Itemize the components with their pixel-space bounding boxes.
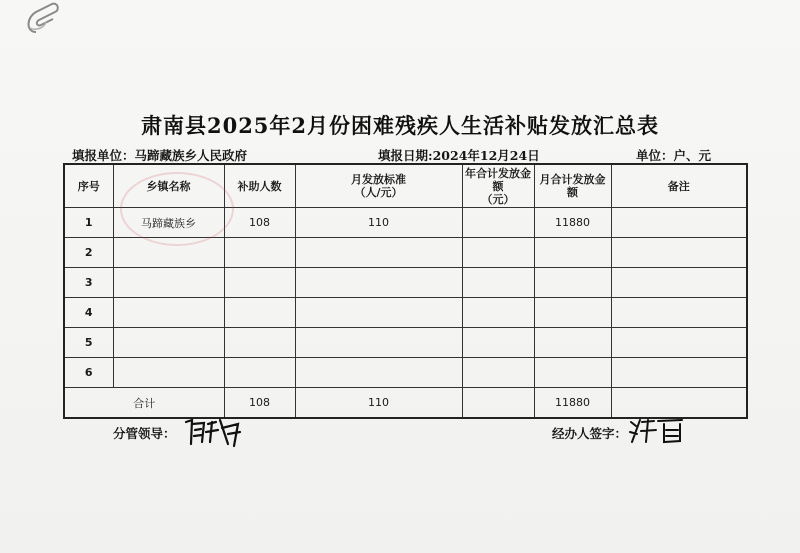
cell-remarks [611, 328, 747, 358]
cell-annual [462, 268, 534, 298]
cell-remarks [611, 268, 747, 298]
cell-monthly [534, 298, 611, 328]
table-row [64, 208, 747, 238]
total-count: 108 [224, 388, 295, 419]
cell-count [224, 268, 295, 298]
handler-label: 经办人签字： [552, 426, 628, 441]
cell-annual [462, 328, 534, 358]
column-header-monthly-total [534, 164, 611, 208]
cell-remarks [611, 298, 747, 328]
cell-count [224, 238, 295, 268]
cell-remarks [611, 238, 747, 268]
cell-monthly [534, 268, 611, 298]
cell-monthly [534, 238, 611, 268]
column-header-remarks: 备注 [611, 164, 747, 208]
reporting-unit: 填报单位：马蹄藏族乡人民政府 [72, 148, 248, 163]
reporting-date: 填报日期:2024年12月24日 [378, 148, 540, 163]
subsidy-summary-table [63, 163, 748, 419]
cell-count [224, 328, 295, 358]
paper-clip-icon [22, 2, 62, 36]
table-row [64, 328, 747, 358]
cell-annual [462, 208, 534, 238]
cell-remarks [611, 208, 747, 238]
column-header-annual-total-line1: 年合计发放金 [465, 166, 531, 180]
cell-annual [462, 298, 534, 328]
column-header-annual-total-line3: （元） [481, 192, 515, 206]
column-header-seq: 序号 [64, 164, 113, 208]
cell-town [113, 298, 224, 328]
total-remarks [611, 388, 747, 419]
cell-monthly [534, 358, 611, 388]
column-header-monthly-standard-line2: （人/元） [354, 186, 403, 199]
column-header-town: 乡镇名称 [113, 164, 224, 208]
measurement-unit: 单位：户、元 [636, 148, 712, 163]
column-header-monthly-standard-line1: 月发放标准 [351, 173, 406, 186]
column-header-annual-total-line2: 额 [492, 179, 504, 193]
total-label: 合计 [64, 388, 224, 419]
table-row [64, 238, 747, 268]
column-header-monthly-total-line1: 月合计发放金 [539, 173, 606, 186]
cell-seq: 5 [64, 328, 113, 358]
cell-seq: 1 [64, 208, 113, 238]
table-row [64, 298, 747, 328]
cell-monthly [534, 328, 611, 358]
table-header-row [64, 164, 747, 208]
handler-signature [628, 416, 686, 444]
leader-label: 分管领导： [113, 426, 176, 441]
cell-seq: 6 [64, 358, 113, 388]
document-title: 肃南县2025年2月份困难残疾人生活补贴发放汇总表 [140, 113, 660, 138]
total-monthly: 11880 [534, 388, 611, 419]
cell-count: 108 [224, 208, 295, 238]
cell-town [113, 358, 224, 388]
cell-annual [462, 238, 534, 268]
column-header-monthly-total-line2: 额 [567, 186, 578, 199]
cell-standard [295, 358, 462, 388]
cell-town [113, 268, 224, 298]
total-standard: 110 [295, 388, 462, 419]
cell-town [113, 238, 224, 268]
cell-town [113, 328, 224, 358]
total-annual [462, 388, 534, 419]
column-header-monthly-standard [295, 164, 462, 208]
table-row [64, 358, 747, 388]
cell-remarks [611, 358, 747, 388]
cell-annual [462, 358, 534, 388]
table-row [64, 268, 747, 298]
cell-seq: 2 [64, 238, 113, 268]
cell-standard: 110 [295, 208, 462, 238]
cell-count [224, 298, 295, 328]
cell-standard [295, 328, 462, 358]
cell-standard [295, 298, 462, 328]
cell-standard [295, 238, 462, 268]
cell-seq: 3 [64, 268, 113, 298]
cell-town: 马蹄藏族乡 [113, 208, 224, 238]
total-row [64, 388, 747, 419]
cell-monthly: 11880 [534, 208, 611, 238]
cell-count [224, 358, 295, 388]
cell-seq: 4 [64, 298, 113, 328]
cell-standard [295, 268, 462, 298]
column-header-annual-total [462, 164, 534, 208]
leader-signature [182, 414, 244, 448]
column-header-count: 补助人数 [224, 164, 295, 208]
